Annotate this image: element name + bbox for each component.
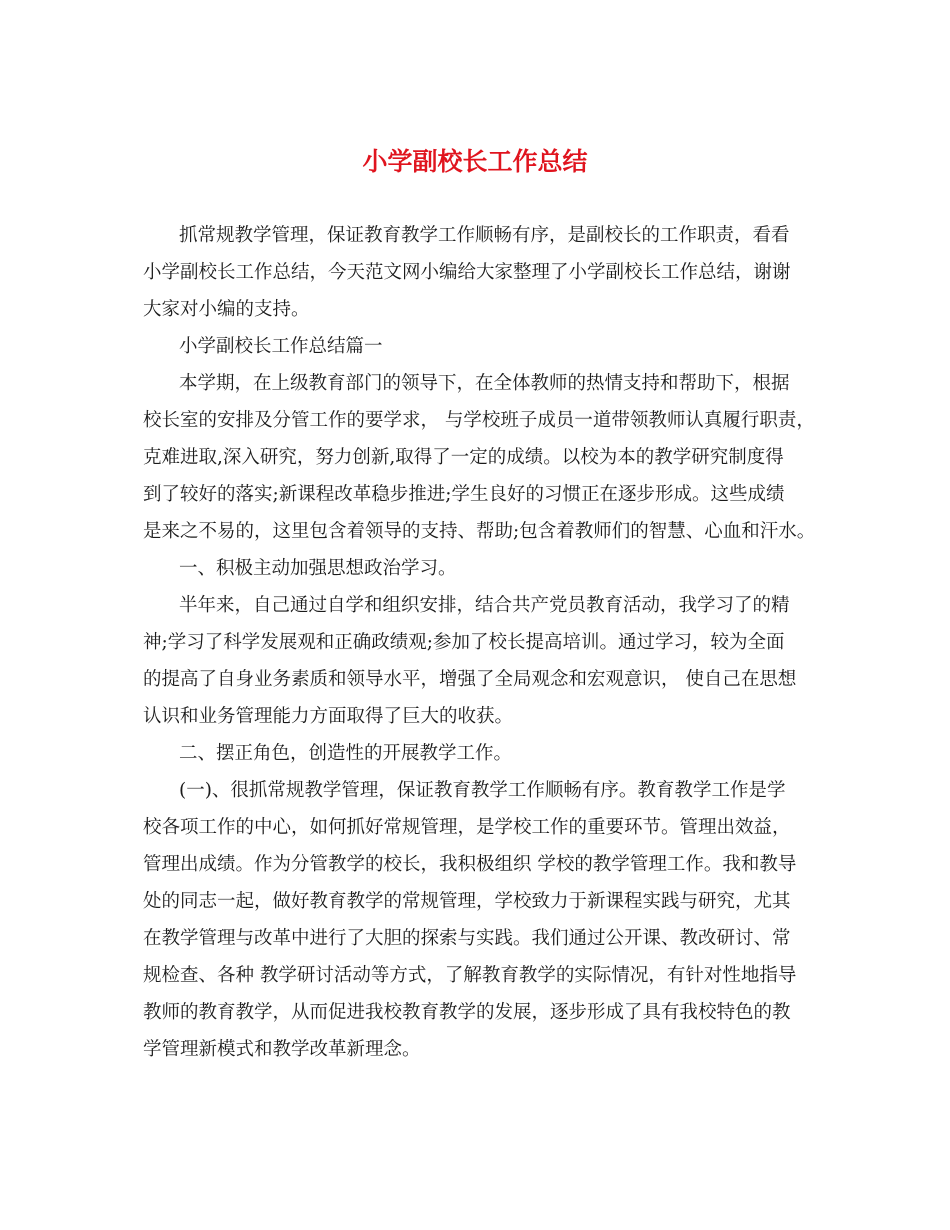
paragraph-line: 在教学管理与改革中进行了大胆的探索与实践。我们通过公开课、教改研讨、常 [143, 928, 791, 949]
paragraph-line: 是来之不易的，这里包含着领导的支持、帮助;包含着教师们的智慧、心血和汗水。 [143, 521, 816, 542]
paragraph-line: 本学期，在上级教育部门的领导下，在全体教师的热情支持和帮助下，根据 [179, 373, 790, 394]
paragraph-line: 认识和业务管理能力方面取得了巨大的收获。 [143, 706, 514, 727]
paragraph-line: 的提高了自身业务素质和领导水平，增强了全局观念和宏观意识， 使自己在思想 [143, 669, 797, 690]
paragraph-line: 校长室的安排及分管工作的要学求， 与学校班子成员一道带领教师认真履行职责， [143, 410, 815, 431]
document-body [143, 217, 816, 1068]
paragraph-line: 克难进取,深入研究，努力创新,取得了一定的成绩。以校为本的教学研究制度得 [143, 447, 784, 468]
paragraph-line: 到了较好的落实;新课程改革稳步推进;学生良好的习惯正在逐步形成。这些成绩 [143, 484, 785, 505]
paragraph-line: 教师的教育教学，从而促进我校教育教学的发展，逐步形成了具有我校特色的教 [143, 1002, 791, 1023]
section-heading: 一、积极主动加强思想政治学习。 [179, 558, 457, 579]
page-title: 小学副校长工作总结 [362, 147, 588, 176]
paragraph-line: 学管理新模式和教学改革新理念。 [143, 1039, 421, 1060]
paragraph-line: 抓常规教学管理，保证教育教学工作顺畅有序，是副校长的工作职责，看看 [179, 225, 790, 246]
paragraph-line: 半年来，自己通过自学和组织安排，结合共产党员教育活动，我学习了的精 [179, 595, 790, 616]
paragraph-line: 大家对小编的支持。 [143, 299, 310, 320]
paragraph-line: 小学副校长工作总结，今天范文网小编给大家整理了小学副校长工作总结，谢谢 [143, 262, 791, 283]
section-heading: 小学副校长工作总结篇一 [179, 336, 383, 357]
paragraph-line: 校各项工作的中心，如何抓好常规管理，是学校工作的重要环节。管理出效益， [143, 817, 791, 838]
paragraph-line: 神;学习了科学发展观和正确政绩观;参加了校长提高培训。通过学习，较为全面 [143, 632, 785, 653]
paragraph-line: (一)、很抓常规教学管理，保证教育教学工作顺畅有序。教育教学工作是学 [179, 780, 786, 801]
paragraph-line: 管理出成绩。作为分管教学的校长，我积极组织 学校的教学管理工作。我和教导 [143, 854, 797, 875]
section-heading: 二、摆正角色，创造性的开展教学工作。 [179, 743, 513, 764]
paragraph-line: 规检查、各种 教学研讨活动等方式，了解教育教学的实际情况，有针对性地指导 [143, 965, 797, 986]
paragraph-line: 处的同志一起，做好教育教学的常规管理，学校致力于新课程实践与研究，尤其 [143, 891, 791, 912]
